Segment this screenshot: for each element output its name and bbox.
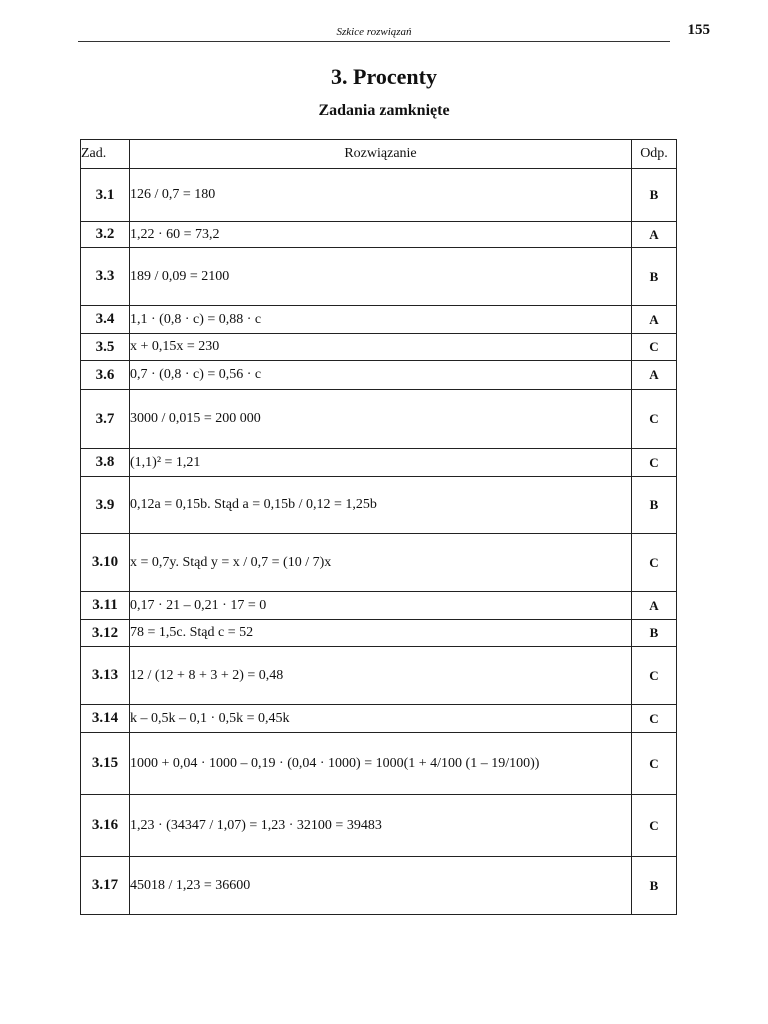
solution-text: 12 / (12 + 8 + 3 + 2) = 0,48	[130, 667, 284, 683]
table-row	[81, 592, 677, 620]
header-task: Zad.	[81, 140, 130, 169]
task-number: 3.12	[81, 620, 130, 647]
task-number: 3.4	[81, 306, 130, 334]
solution-text: 3000 / 0,015 = 200 000	[130, 411, 261, 426]
table-row	[81, 306, 677, 334]
table-row	[81, 795, 677, 857]
answer-letter: C	[632, 647, 677, 705]
table-row	[81, 705, 677, 733]
solution-text: 126 / 0,7 = 180	[130, 187, 216, 202]
answer-letter: B	[632, 857, 677, 915]
page-number: 155	[687, 22, 710, 38]
task-number: 3.1	[81, 169, 130, 222]
answer-letter: C	[632, 795, 677, 857]
answer-letter: C	[632, 733, 677, 795]
answer-letter: A	[632, 361, 677, 390]
task-number: 3.8	[81, 449, 130, 477]
table-row	[81, 449, 677, 477]
task-number: 3.7	[81, 390, 130, 449]
task-number: 3.14	[81, 705, 130, 733]
task-number: 3.15	[81, 733, 130, 795]
solution-text: 0,17 · 21 – 0,21 · 17 = 0	[130, 597, 267, 613]
running-title: Szkice rozwiązań	[336, 26, 412, 38]
table-row	[81, 477, 677, 534]
table-row	[81, 534, 677, 592]
solution-text: 1,1 · (0,8 · c) = 0,88 · c	[130, 311, 262, 327]
solution-text: k – 0,5k – 0,1 · 0,5k = 0,45k	[130, 710, 290, 726]
task-number: 3.3	[81, 248, 130, 306]
chapter-title: 3. Procenty	[331, 64, 437, 89]
solution-text: 189 / 0,09 = 2100	[130, 268, 230, 284]
table-row	[81, 361, 677, 390]
table-row	[81, 390, 677, 449]
answer-letter: C	[632, 334, 677, 361]
solutions-table	[80, 139, 677, 915]
solution-text: 1,23 · (34347 / 1,07) = 1,23 · 32100 = 39483	[130, 817, 382, 833]
table-row	[81, 169, 677, 222]
answer-letter: C	[632, 534, 677, 592]
solution-text: 78 = 1,5c. Stąd c = 52	[130, 625, 254, 640]
task-number: 3.11	[81, 592, 130, 620]
header-answer: Odp.	[632, 140, 677, 169]
solution-text: (1,1)² = 1,21	[130, 454, 201, 470]
answer-letter: B	[632, 169, 677, 222]
table-row	[81, 248, 677, 306]
answer-letter: B	[632, 620, 677, 647]
header-solution: Rozwiązanie	[130, 140, 632, 169]
table-row	[81, 733, 677, 795]
solution-text: x = 0,7y. Stąd y = x / 0,7 = (10 / 7)x	[130, 554, 332, 570]
solution-text: 45018 / 1,23 = 36600	[130, 877, 251, 893]
header-rule	[78, 41, 670, 42]
task-number: 3.17	[81, 857, 130, 915]
solution-text: 1000 + 0,04 · 1000 – 0,19 · (0,04 · 1000) = 1000(1 + 4/100 (1 – 19/100))	[130, 755, 540, 771]
answer-letter: A	[632, 592, 677, 620]
task-number: 3.2	[81, 222, 130, 248]
solution-text: 0,12a = 0,15b. Stąd a = 0,15b / 0,12 = 1,25b	[130, 497, 377, 512]
solution-text: 1,22 · 60 = 73,2	[130, 226, 220, 242]
table-row	[81, 222, 677, 248]
section-title: Zadania zamknięte	[318, 102, 450, 119]
table-row	[81, 857, 677, 915]
answer-letter: A	[632, 222, 677, 248]
task-number: 3.10	[81, 534, 130, 592]
task-number: 3.5	[81, 334, 130, 361]
solution-text: x + 0,15x = 230	[130, 339, 220, 354]
answer-letter: B	[632, 477, 677, 534]
task-number: 3.9	[81, 477, 130, 534]
table-header-row	[81, 140, 677, 169]
answer-letter: A	[632, 306, 677, 334]
task-number: 3.6	[81, 361, 130, 390]
answer-letter: B	[632, 248, 677, 306]
table-row	[81, 647, 677, 705]
task-number: 3.16	[81, 795, 130, 857]
table-row	[81, 334, 677, 361]
answer-letter: C	[632, 705, 677, 733]
answer-letter: C	[632, 390, 677, 449]
task-number: 3.13	[81, 647, 130, 705]
answer-letter: C	[632, 449, 677, 477]
running-header	[78, 22, 710, 44]
table-row	[81, 620, 677, 647]
solution-text: 0,7 · (0,8 · c) = 0,56 · c	[130, 367, 262, 382]
